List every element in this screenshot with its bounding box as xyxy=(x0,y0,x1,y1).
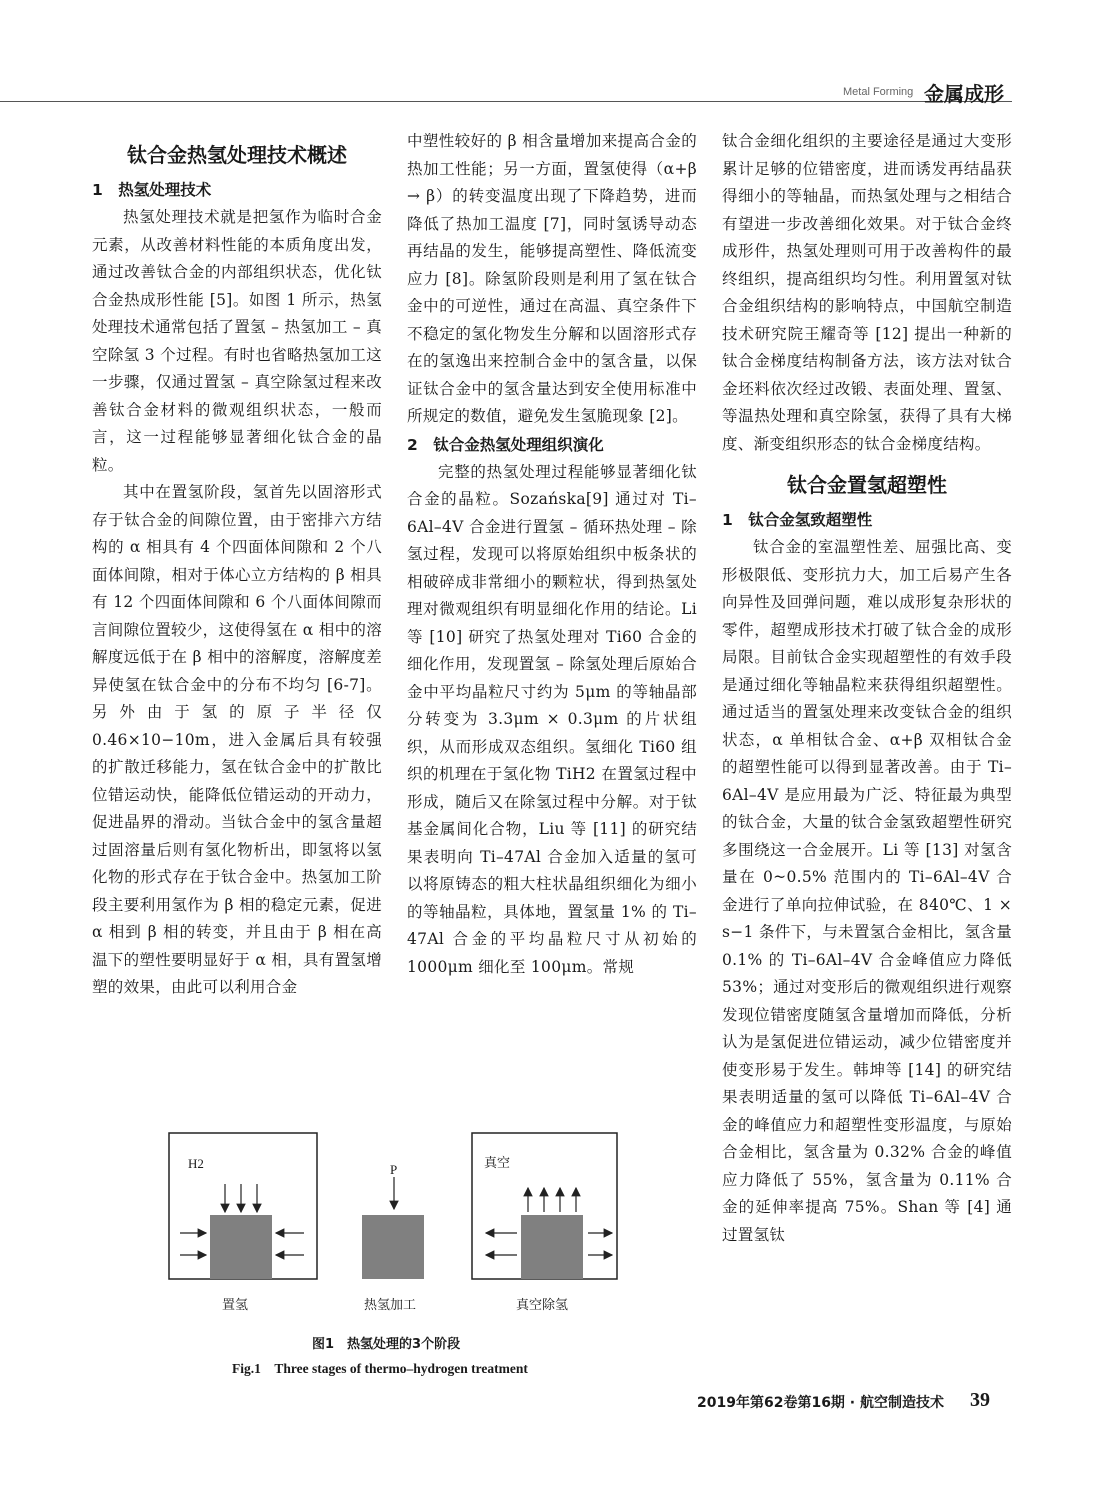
subheading-1: 1 钛合金氢致超塑性 xyxy=(722,511,873,529)
label-h2: H2 xyxy=(188,1156,204,1171)
stage1-specimen xyxy=(210,1215,272,1279)
figure-1 xyxy=(168,1132,618,1312)
paragraph: 完整的热氢处理过程能够显著细化钛合金的晶粒。Sozańska[9] 通过对 Ti–6Al–4V 合金进行置氢 – 循环热处理 – 除氢过程，发现可以将原始组织中板条状的相破碎成非常细小的颗粒状，得到热氢处理对微观组织有明显细化作用的结论。Li 等 [10] 研究了热氢处理对 Ti60 合金的细化作用，发现置氢 – 除氢处理后原始合金中平均晶粒尺寸约为 5μm 的等轴晶部分转变为 3.3μm × 0.3μm 的片状组织，从而形成双态组织。氢细化 Ti60 组织的机理在于氢化物 TiH2 在置氢过程中形成，随后又在除氢过程中分解。对于钛基金属间化合物，Liu 等 [11] 的研究结果表明向 Ti–47Al 合金加入适量的氢可以将原铸态的粗大柱状晶组织细化为细小的等轴晶粒，具体地，置氢量 1% 的 Ti–47Al 合金的平均晶粒尺寸从初始的 1000μm 细化至 100μm。常规 xyxy=(407,462,697,976)
subheading-2: 2 钛合金热氢处理组织演化 xyxy=(407,435,604,454)
paragraph: 热氢处理技术就是把氢作为临时合金元素，从改善材料性能的本质角度出发，通过改善钛合金的内部组织状态，优化钛合金热成形性能 [5]。如图 1 所示，热氢处理技术通常包括了置氢 – 热氢加工 – 真空除氢 3 个过程。有时也省略热氢加工这一步骤，仅通过置氢 – 真空除氢过程来改善钛合金材料的微观组织状态，一般而言，这一过程能够显著细化钛合金的晶粒。 xyxy=(92,208,382,474)
paragraph: 中塑性较好的 β 相含量增加来提高合金的热加工性能；另一方面，置氢使得（α+β → β）的转变温度出现了下降趋势，进而降低了热加工温度 [7]，同时氢诱导动态再结晶的发生，能够提高塑性、降低流变应力 [8]。除氢阶段则是利用了氢在钛合金中的可逆性，通过在高温、真空条件下不稳定的氢化物发生分解和以固溶形式存在的氢逸出来控制合金中的氢含量，以保证钛合金中的氢含量达到安全使用标准中所规定的数值，避免发生氢脆现象 [2]。 xyxy=(407,132,697,425)
paragraph: 钛合金的室温塑性差、屈强比高、变形极限低、变形抗力大，加工后易产生各向异性及回弹问题，难以成形复杂形状的零件，超塑成形技术打破了钛合金的成形局限。目前钛合金实现超塑性的有效手段是通过细化等轴晶粒来获得组织超塑性。通过适当的置氢处理来改变钛合金的组织状态，α 单相钛合金、α+β 双相钛合金的超塑性能可以得到显著改善。由于 Ti–6Al–4V 是应用最为广泛、特征最为典型的钛合金，大量的钛合金氢致超塑性研究多围绕这一合金展开。Li 等 [13] 对氢含量在 0~0.5% 范围内的 Ti–6Al–4V 合金进行了单向拉伸试验，在 840℃、1 × s−1 条件下，与未置氢合金相比，氢含量 0.1% 的 Ti–6Al–4V 合金峰值应力降低 53%；通过对变形后的微观组织进行观察发现位错密度随氢含量增加而降低，分析认为是氢促进位错运动，减少位错密度并使变形易于发生。韩坤等 [14] 的研究结果表明适量的氢可以降低 Ti–6Al–4V 合金的峰值应力和超塑性变形温度，与原始合金相比，氢含量为 0.32% 合金的峰值应力降低了 55%，氢含量为 0.11% 合金的延伸率提高 75%。Shan 等 [4] 通过置氢钛 xyxy=(722,538,1012,1244)
section-title-overview: 钛合金热氢处理技术概述 xyxy=(127,143,347,167)
column-1 xyxy=(92,128,382,1002)
section-title-superplasticity: 钛合金置氢超塑性 xyxy=(787,473,947,497)
subheading-1: 1 热氢处理技术 xyxy=(92,181,212,199)
figure-caption-en: Fig.1 Three stages of thermo–hydrogen treatment xyxy=(232,1361,528,1376)
label-vacuum: 真空 xyxy=(484,1156,511,1171)
header-rule xyxy=(0,101,1012,102)
paragraph: 其中在置氢阶段，氢首先以固溶形式存于钛合金的间隙位置，由于密排六方结构的 α 相具有 4 个四面体间隙和 2 个八面体间隙，相对于体心立方结构的 β 相具有 12 个四面体间隙和 6 个八面体间隙而言间隙位置较少，这使得氢在 α 相中的溶解度远低于在 β 相中的溶解度，溶解度差异使氢在钛合金中的分布不均匀 [6-7]。另外由于氢的原子半径仅 0.46×10−10m，进入金属后具有较强的扩散迁移能力，氢在钛合金中的扩散比位错运动快，能降低位错运动的开动力，促进晶界的滑动。当钛合金中的氢含量超过固溶量后则有氢化物析出，即氢将以氢化物的形式存在于钛合金中。热氢加工阶段主要利用氢作为 β 相的稳定元素，促进 α 相到 β 相的转变，并且由于 β 相在高温下的塑性要明显好于 α 相，具有置氢增塑的效果，由此可以利用合金 xyxy=(92,483,382,996)
figure-caption-cn: 图1 热氢处理的3个阶段 xyxy=(312,1337,461,1352)
journal-name-cn: 金属成形 xyxy=(924,82,1004,106)
stage-label-dehydrogenation: 真空除氢 xyxy=(516,1298,569,1313)
figure-diagram xyxy=(168,1132,618,1312)
paragraph: 钛合金细化组织的主要途径是通过大变形累计足够的位错密度，进而诱发再结晶获得细小的等轴晶，而热氢处理与之相结合有望进一步改善细化效果。对于钛合金终成形件，热氢处理则可用于改善构件的最终组织，提高组织均匀性。利用置氢对钛合金组织结构的影响特点，中国航空制造技术研究院王耀奇等 [12] 提出一种新的钛合金梯度结构制备方法，该方法对钛合金坯料依次经过改锻、表面处理、置氢、等温热处理和真空除氢，获得了具有大梯度、渐变组织形态的钛合金梯度结构。 xyxy=(722,132,1012,453)
stage-label-hot-working: 热氢加工 xyxy=(364,1298,417,1313)
journal-name-en: Metal Forming xyxy=(843,86,914,98)
stage3-specimen xyxy=(521,1215,583,1279)
footer-issue: 2019年第62卷第16期 · 航空制造技术 xyxy=(697,1395,944,1411)
stage2-specimen xyxy=(362,1215,424,1279)
column-2 xyxy=(407,128,697,981)
label-p: P xyxy=(390,1162,398,1177)
stage-label-hydrogenation: 置氢 xyxy=(222,1298,249,1313)
page-number: 39 xyxy=(970,1389,990,1411)
column-3 xyxy=(722,128,1012,1249)
